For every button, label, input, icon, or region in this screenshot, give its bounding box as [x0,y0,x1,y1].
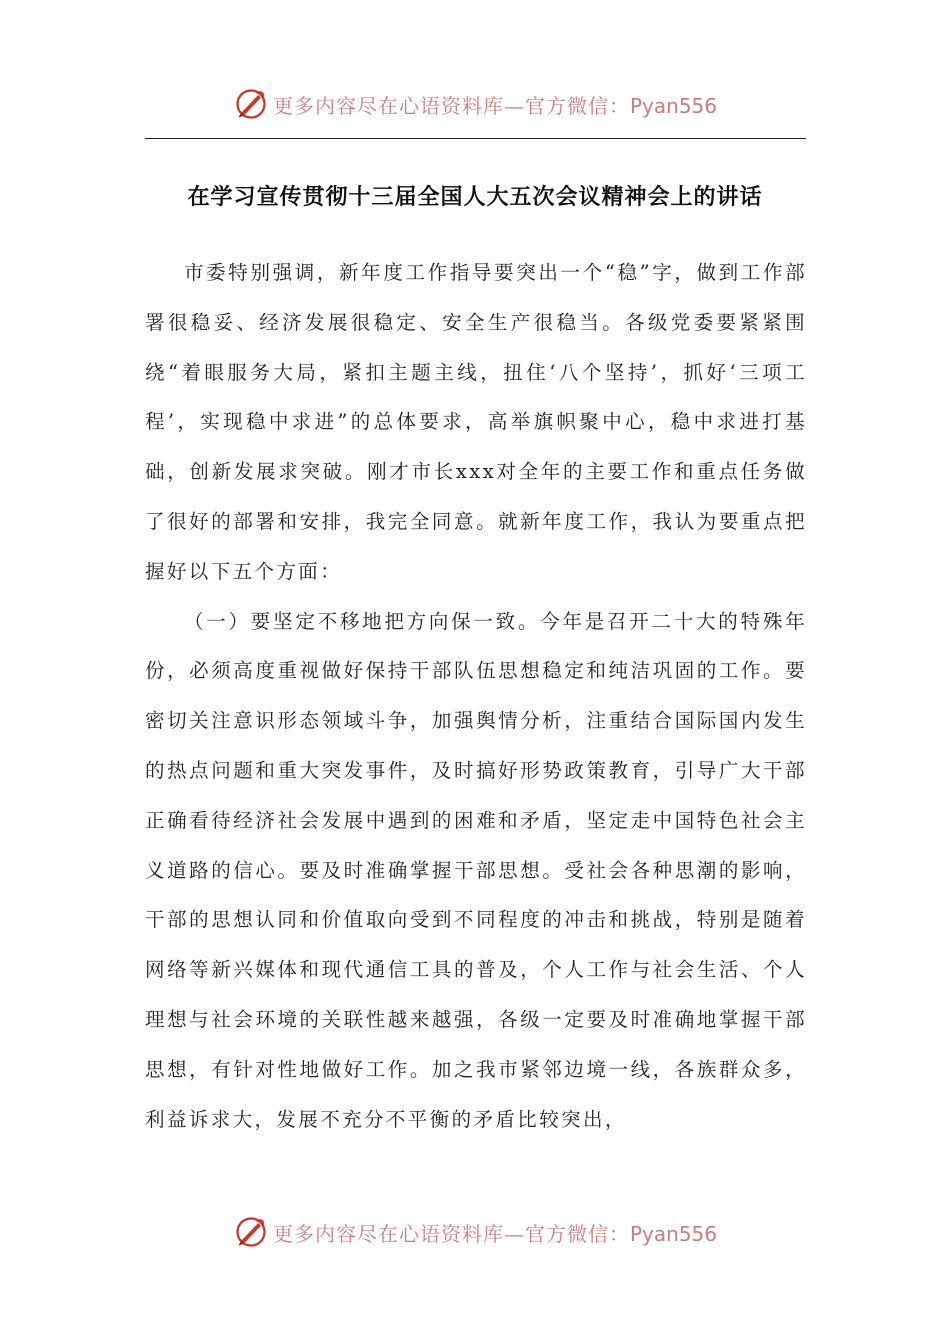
banner-text [273,90,717,119]
banner-text [273,1218,717,1247]
banner-separator: — [503,1221,525,1246]
banner-suffix: 官方微信： [524,1221,630,1246]
banner-main-text: 更多内容尽在心语资料库 [272,1221,504,1246]
header-watermark-banner [0,84,950,124]
banner-suffix: 官方微信： [524,93,630,118]
document-body [145,248,807,1144]
paragraph-section-one: （一）要坚定不移地把方向保一致。今年是召开二十大的特殊年份，必须高度重视做好保持干部队伍思想稳定和纯洁巩固的工作。要密切关注意识形态领域斗争，加强舆情分析，注重结合国际国内发生的热点问题和重大突发事件，及时搞好形势政策教育，引导广大干部正确看待经济社会发展中遇到的困难和矛盾，坚定走中国特色社会主义道路的信心。要及时准确掌握干部思想。受社会各种思潮的影响，干部的思想认同和价值取向受到不同程度的冲击和挑战，特别是随着网络等新兴媒体和现代通信工具的普及，个人工作与社会生活、个人理想与社会环境的关联性越来越强，各级一定要及时准确地掌握干部思想，有针对性地做好工作。加之我市紧邻边境一线，各族群众多，利益诉求大，发展不充分不平衡的矛盾比较突出， [145,609,807,1131]
footer-watermark-banner [0,1212,950,1252]
banner-wechat-id: Pyan556 [629,1221,717,1246]
pen-logo-icon [233,86,269,122]
document-title: 在学习宣传贯彻十三届全国人大五次会议精神会上的讲话 [187,184,763,210]
banner-main-text: 更多内容尽在心语资料库 [272,93,504,118]
pen-logo-icon [233,1214,269,1250]
banner-separator: — [503,93,525,118]
paragraph-intro: 市委特别强调，新年度工作指导要突出一个“稳”字，做到工作部署很稳妥、经济发展很稳定、安全生产很稳当。各级党委要紧紧围绕“着眼服务大局，紧扣主题主线，扭住‘八个坚持’，抓好‘三项工程’，实现稳中求进”的总体要求，高举旗帜聚中心，稳中求进打基础，创新发展求突破。刚才市长xxx对全年的主要工作和重点任务做了很好的部署和安排，我完全同意。就新年度工作，我认为要重点把握好以下五个方面： [145,261,807,583]
header-divider [145,138,806,139]
banner-wechat-id: Pyan556 [629,93,717,118]
